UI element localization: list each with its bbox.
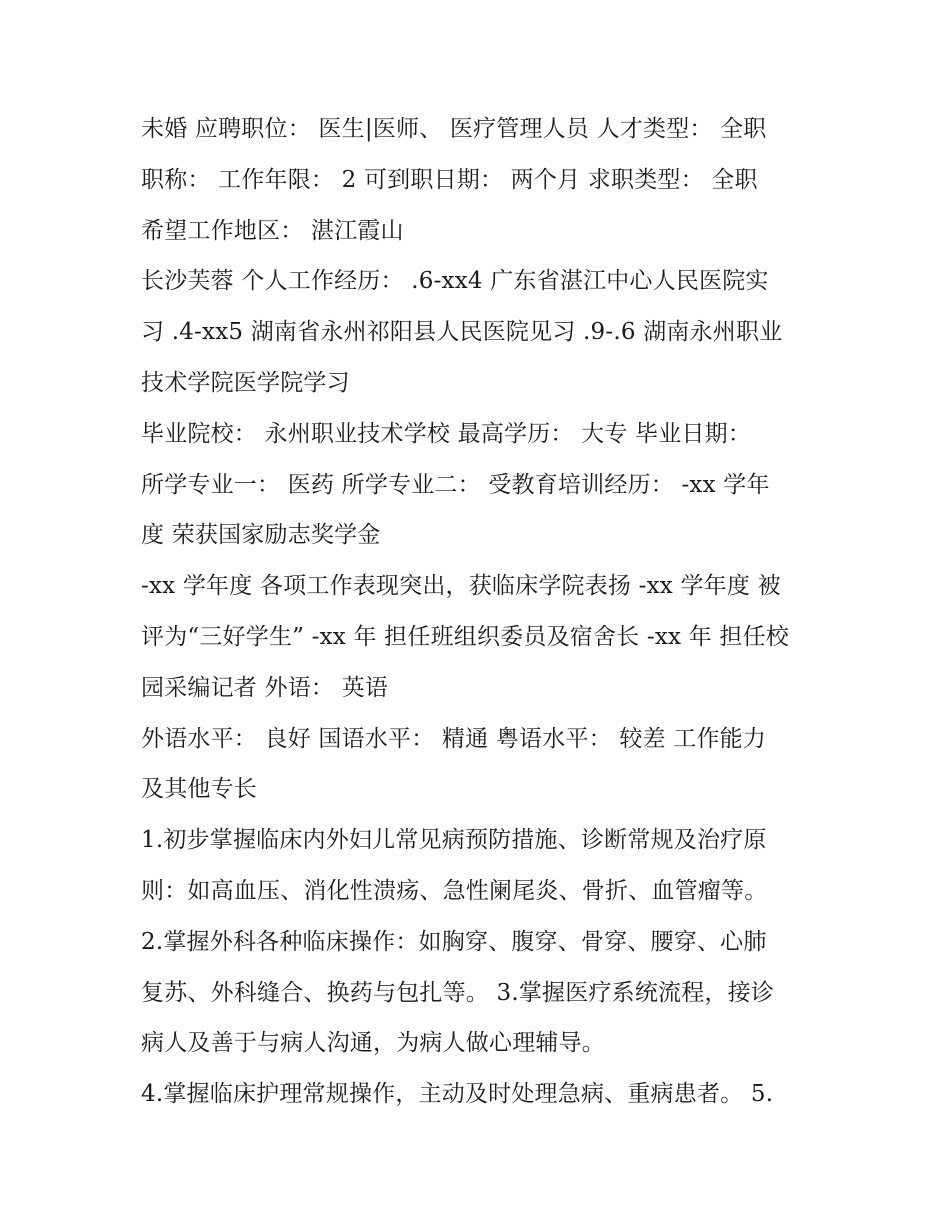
text-line: 度 荣获国家励志奖学金: [141, 522, 381, 549]
text-line: 职称： 工作年限： 2 可到职日期： 两个月 求职类型： 全职: [141, 166, 758, 193]
text-line: 病人及善于与病人沟通，为病人做心理辅导。: [141, 1030, 605, 1057]
text-line: 长沙芙蓉 个人工作经历： .6-xx4 广东省湛江中心人民医院实: [141, 268, 769, 295]
text-line: -xx 学年度 各项工作表现突出，获临床学院表扬 -xx 学年度 被: [141, 573, 781, 600]
text-line: 毕业院校： 永州职业技术学校 最高学历： 大专 毕业日期：: [141, 420, 752, 447]
text-line: 4.掌握临床护理常规操作，主动及时处理急病、重病患者。 5.: [141, 1081, 774, 1108]
text-line: 所学专业一： 医药 所学专业二： 受教育培训经历： -xx 学年: [141, 471, 770, 498]
text-line: 外语水平： 良好 国语水平： 精通 粤语水平： 较差 工作能力: [141, 725, 767, 752]
text-line: 1.初步掌握临床内外妇儿常见病预防措施、诊断常规及治疗原: [141, 827, 767, 854]
document-body: [141, 104, 821, 1120]
text-line: 复苏、外科缝合、换药与包扎等。 3.掌握医疗系统流程，接诊: [141, 979, 775, 1006]
text-line: 习 .4-xx5 湖南省永州祁阳县人民医院见习 .9-.6 湖南永州职业: [141, 319, 783, 346]
text-line: 技术学院医学院学习: [141, 369, 350, 396]
text-line: 及其他专长: [141, 776, 257, 803]
text-line: 2.掌握外科各种临床操作：如胸穿、腹穿、骨穿、腰穿、心肺: [141, 928, 767, 955]
text-line: 园采编记者 外语： 英语: [141, 674, 389, 701]
text-line: 则：如高血压、消化性溃疡、急性阑尾炎、骨折、血管瘤等。: [141, 877, 768, 904]
text-line: 希望工作地区： 湛江霞山: [141, 217, 404, 244]
text-line: 评为“三好学生” -xx 年 担任班组织委员及宿舍长 -xx 年 担任校: [141, 623, 790, 650]
text-line: 未婚 应聘职位： 医生|医师、 医疗管理人员 人才类型： 全职: [141, 116, 767, 142]
